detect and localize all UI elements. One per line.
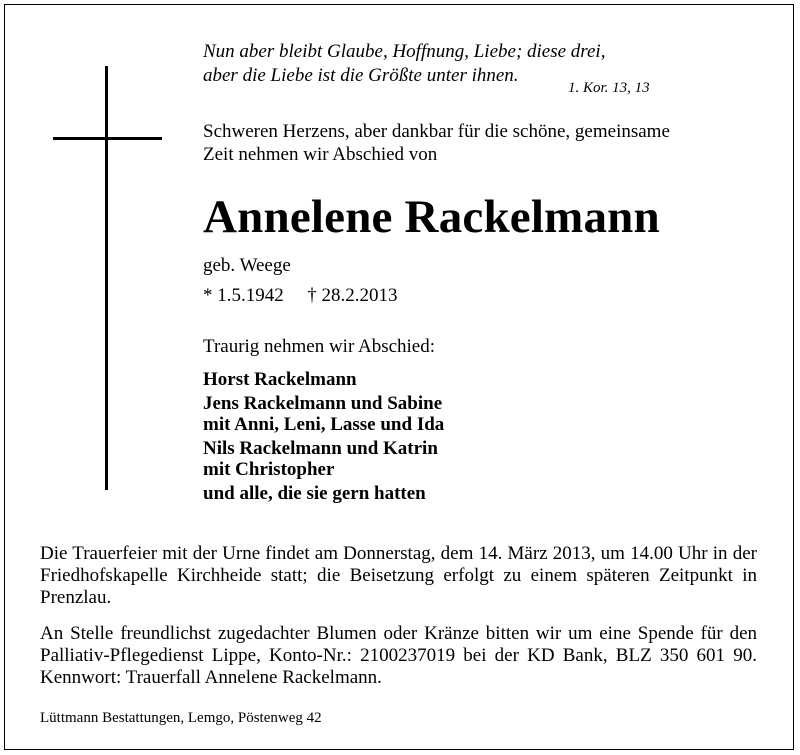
bible-quote (203, 40, 605, 88)
life-dates (203, 285, 398, 307)
mourner-line: mit Christopher (203, 459, 335, 480)
mourner-line: Jens Rackelmann und Sabine (203, 393, 443, 414)
mourner-line: Nils Rackelmann und Katrin (203, 438, 438, 459)
mourner-line: Horst Rackelmann (203, 369, 357, 390)
mourners-heading: Traurig nehmen wir Abschied: (203, 336, 436, 357)
deceased-name: Annelene Rackelmann (203, 191, 660, 243)
mourners-list (203, 369, 444, 504)
mourner-line: mit Anni, Leni, Lasse und Ida (203, 414, 445, 435)
quote-line-1: Nun aber bleibt Glaube, Hoffnung, Liebe; diese drei, (203, 41, 606, 62)
funeral-home-footer: Lüttmann Bestattungen, Lemgo, Pöstenweg 42 (40, 710, 322, 726)
donation-notice: An Stelle freundlichst zugedachter Blumen oder Kränze bitten wir um eine Spende für den Palliativ-Pflegedienst Lippe, Konto-Nr.: 2100237019 bei der KD Bank, BLZ 350 601 90. Kennwort: Trauerfall Annelene Rackelmann. (40, 623, 757, 688)
mourner-line: und alle, die sie gern hatten (203, 483, 426, 504)
maiden-name: geb. Weege (203, 255, 291, 276)
death-date: † 28.2.2013 (307, 285, 398, 306)
intro-text (203, 120, 670, 166)
intro-line-2: Zeit nehmen wir Abschied von (203, 144, 438, 165)
funeral-notice: Die Trauerfeier mit der Urne findet am Donnerstag, dem 14. März 2013, um 14.00 Uhr in der Friedhofskapelle Kirchheide statt; die Beisetzung erfolgt zu einem späteren Zeitpunkt in Prenzlau. (40, 543, 757, 608)
bible-reference: 1. Kor. 13, 13 (568, 80, 650, 96)
birth-date: * 1.5.1942 (203, 285, 284, 306)
intro-line-1: Schweren Herzens, aber dankbar für die schöne, gemeinsame (203, 121, 670, 142)
quote-line-2: aber die Liebe ist die Größte unter ihnen. (203, 65, 519, 86)
